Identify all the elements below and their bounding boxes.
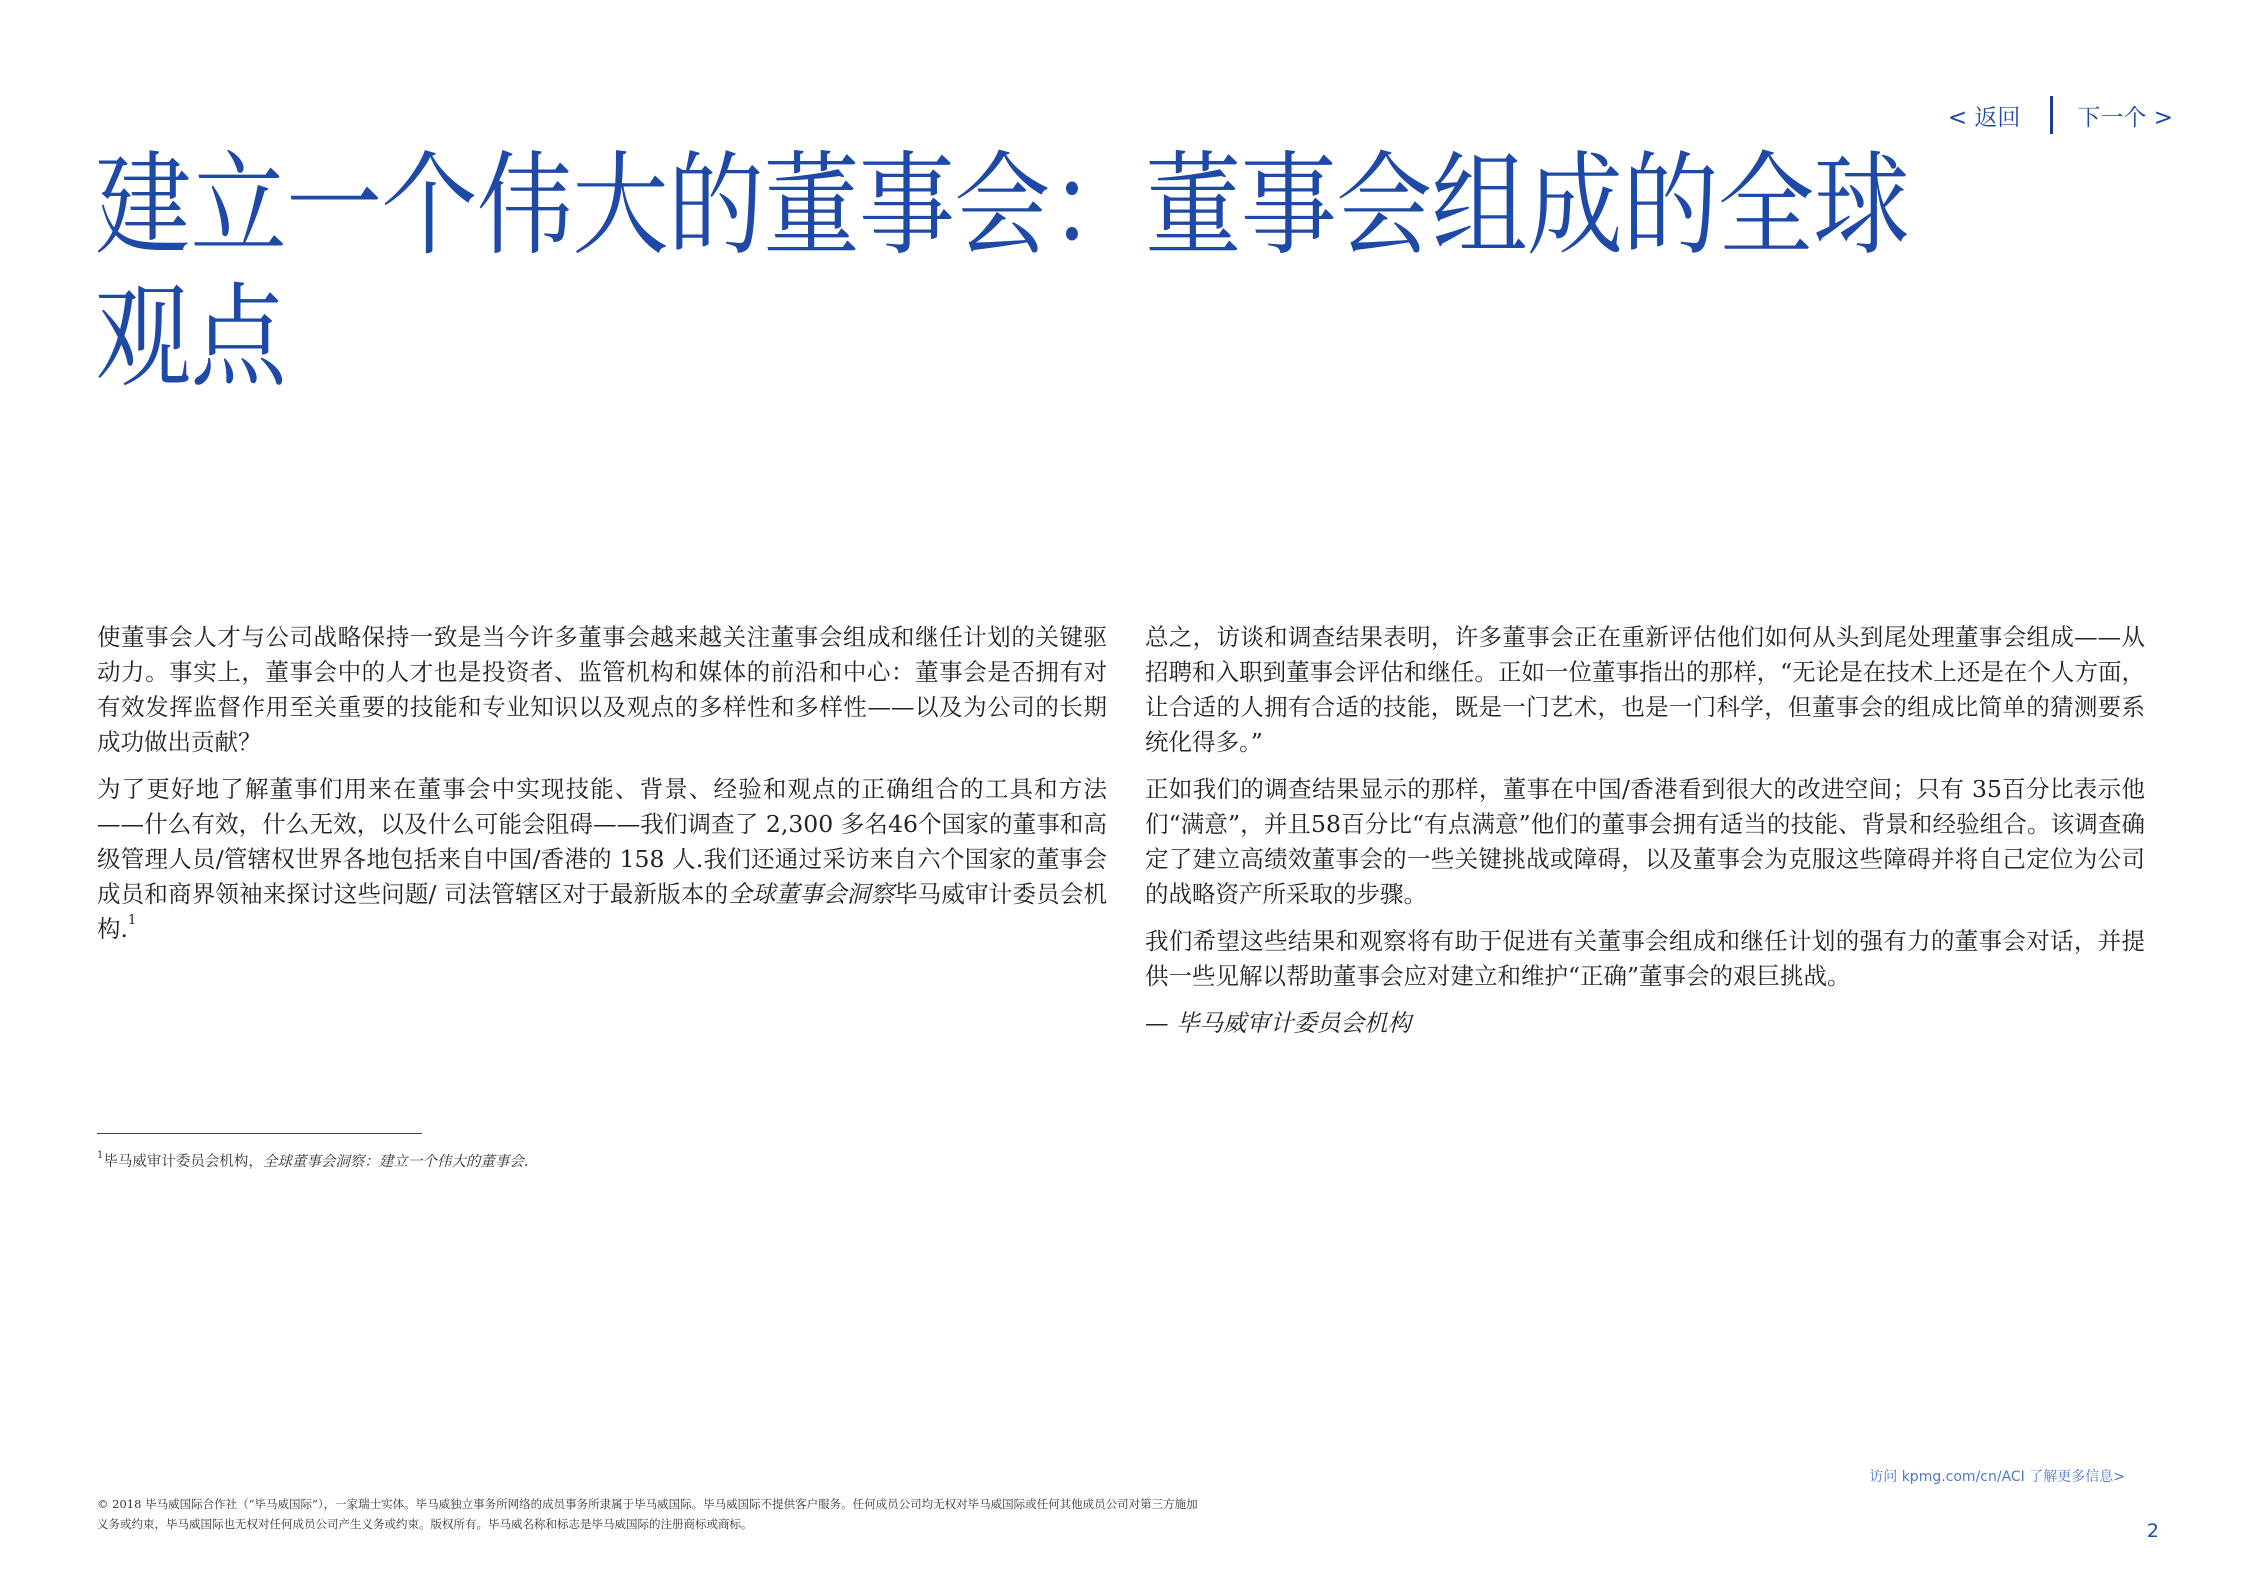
right-paragraph-1: 总之，访谈和调查结果表明，许多董事会正在重新评估他们如何从头到尾处理董事会组成——从招聘和入职到董事会评估和继任。正如一位董事指出的那样，“无论是在技术上还是在个人方面，让合适的人拥有合适的技能，既是一门艺术，也是一门科学，但董事会的组成比简单的猜测要系统化得多。” — [1145, 623, 2145, 756]
footnote — [97, 1150, 528, 1171]
back-link[interactable]: < 返回 — [1947, 104, 2021, 131]
right-paragraph-2: 正如我们的调查结果显示的那样，董事在中国/香港看到很大的改进空间；只有 35百分比表示他们“满意”，并且58百分比“有点满意”他们的董事会拥有适当的技能、背景和经验组合。该调查确定了建立高绩效董事会的一些关键挑战或障碍，以及董事会为克服这些障碍并将自己定位为公司的战略资产所采取的步骤。 — [1145, 775, 2145, 908]
left-paragraph-2-text: 为了更好地了解董事们用来在董事会中实现技能、背景、经验和观点的正确组合的工具和方法——什么有效，什么无效，以及什么可能会阻碍——我们调查了 2,300 多名46个国家的董事和高级管理人员/管辖权世界各地包括来自中国/香港的 158 人.我们还通过采访来自六个国家的董事会成员和商界领袖来探讨这些问题/ 司法管辖区对于最新版本的 — [97, 775, 1107, 908]
footnote-italic: 全球董事会洞察：建立一个伟大的董事会. — [262, 1154, 529, 1170]
legal-line-1: © 2018 毕马威国际合作社（“毕马威国际”），一家瑞士实体。毕马威独立事务所网络的成员事务所隶属于毕马威国际。毕马威国际不提供客户服务。任何成员公司均无权对毕马威国际或任何其他成员公司对第三方施加 — [97, 1497, 1198, 1511]
legal-notice — [97, 1494, 1277, 1534]
next-link[interactable]: 下一个 > — [2077, 104, 2173, 131]
left-paragraph-2 — [97, 772, 1107, 947]
footnote-ref[interactable]: 1 — [127, 913, 137, 928]
title-line-1: 建立一个伟大的董事会：董事会组成的全球 — [95, 141, 1909, 271]
top-navigation — [1948, 96, 2173, 134]
right-column — [1145, 620, 2145, 1053]
right-paragraph-3: 我们希望这些结果和观察将有助于促进有关董事会组成和继任计划的强有力的董事会对话，并提供一些见解以帮助董事会应对建立和维护“正确”董事会的艰巨挑战。 — [1145, 927, 2145, 990]
left-paragraph-1: 使董事会人才与公司战略保持一致是当今许多董事会越来越关注董事会组成和继任计划的关键驱动力。事实上，董事会中的人才也是投资者、监管机构和媒体的前沿和中心：董事会是否拥有对有效发挥监督作用至关重要的技能和专业知识以及观点的多样性和多样性——以及为公司的长期成功做出贡献？ — [97, 623, 1107, 756]
visit-link[interactable]: 访问 kpmg.com/cn/ACI 了解更多信息> — [1869, 1469, 2125, 1485]
footnote-text: 毕马威审计委员会机构， — [103, 1154, 263, 1170]
report-title-italic: 全球董事会洞察 — [728, 880, 895, 908]
nav-divider — [2050, 96, 2053, 134]
left-column — [97, 620, 1107, 959]
attribution: — 毕马威审计委员会机构 — [1145, 1009, 1411, 1037]
page-title — [95, 140, 1909, 404]
footnote-number: 1 — [97, 1150, 104, 1161]
title-line-2: 观点 — [95, 273, 286, 403]
legal-line-2: 义务或约束，毕马威国际也无权对任何成员公司产生义务或约束。版权所有。毕马威名称和标志是毕马威国际的注册商标或商标。 — [97, 1517, 753, 1531]
footnote-rule — [97, 1133, 422, 1134]
page-number: 2 — [2146, 1520, 2159, 1542]
left-paragraph-2-tail: 毕马威审计委员会机构. — [97, 880, 1108, 943]
